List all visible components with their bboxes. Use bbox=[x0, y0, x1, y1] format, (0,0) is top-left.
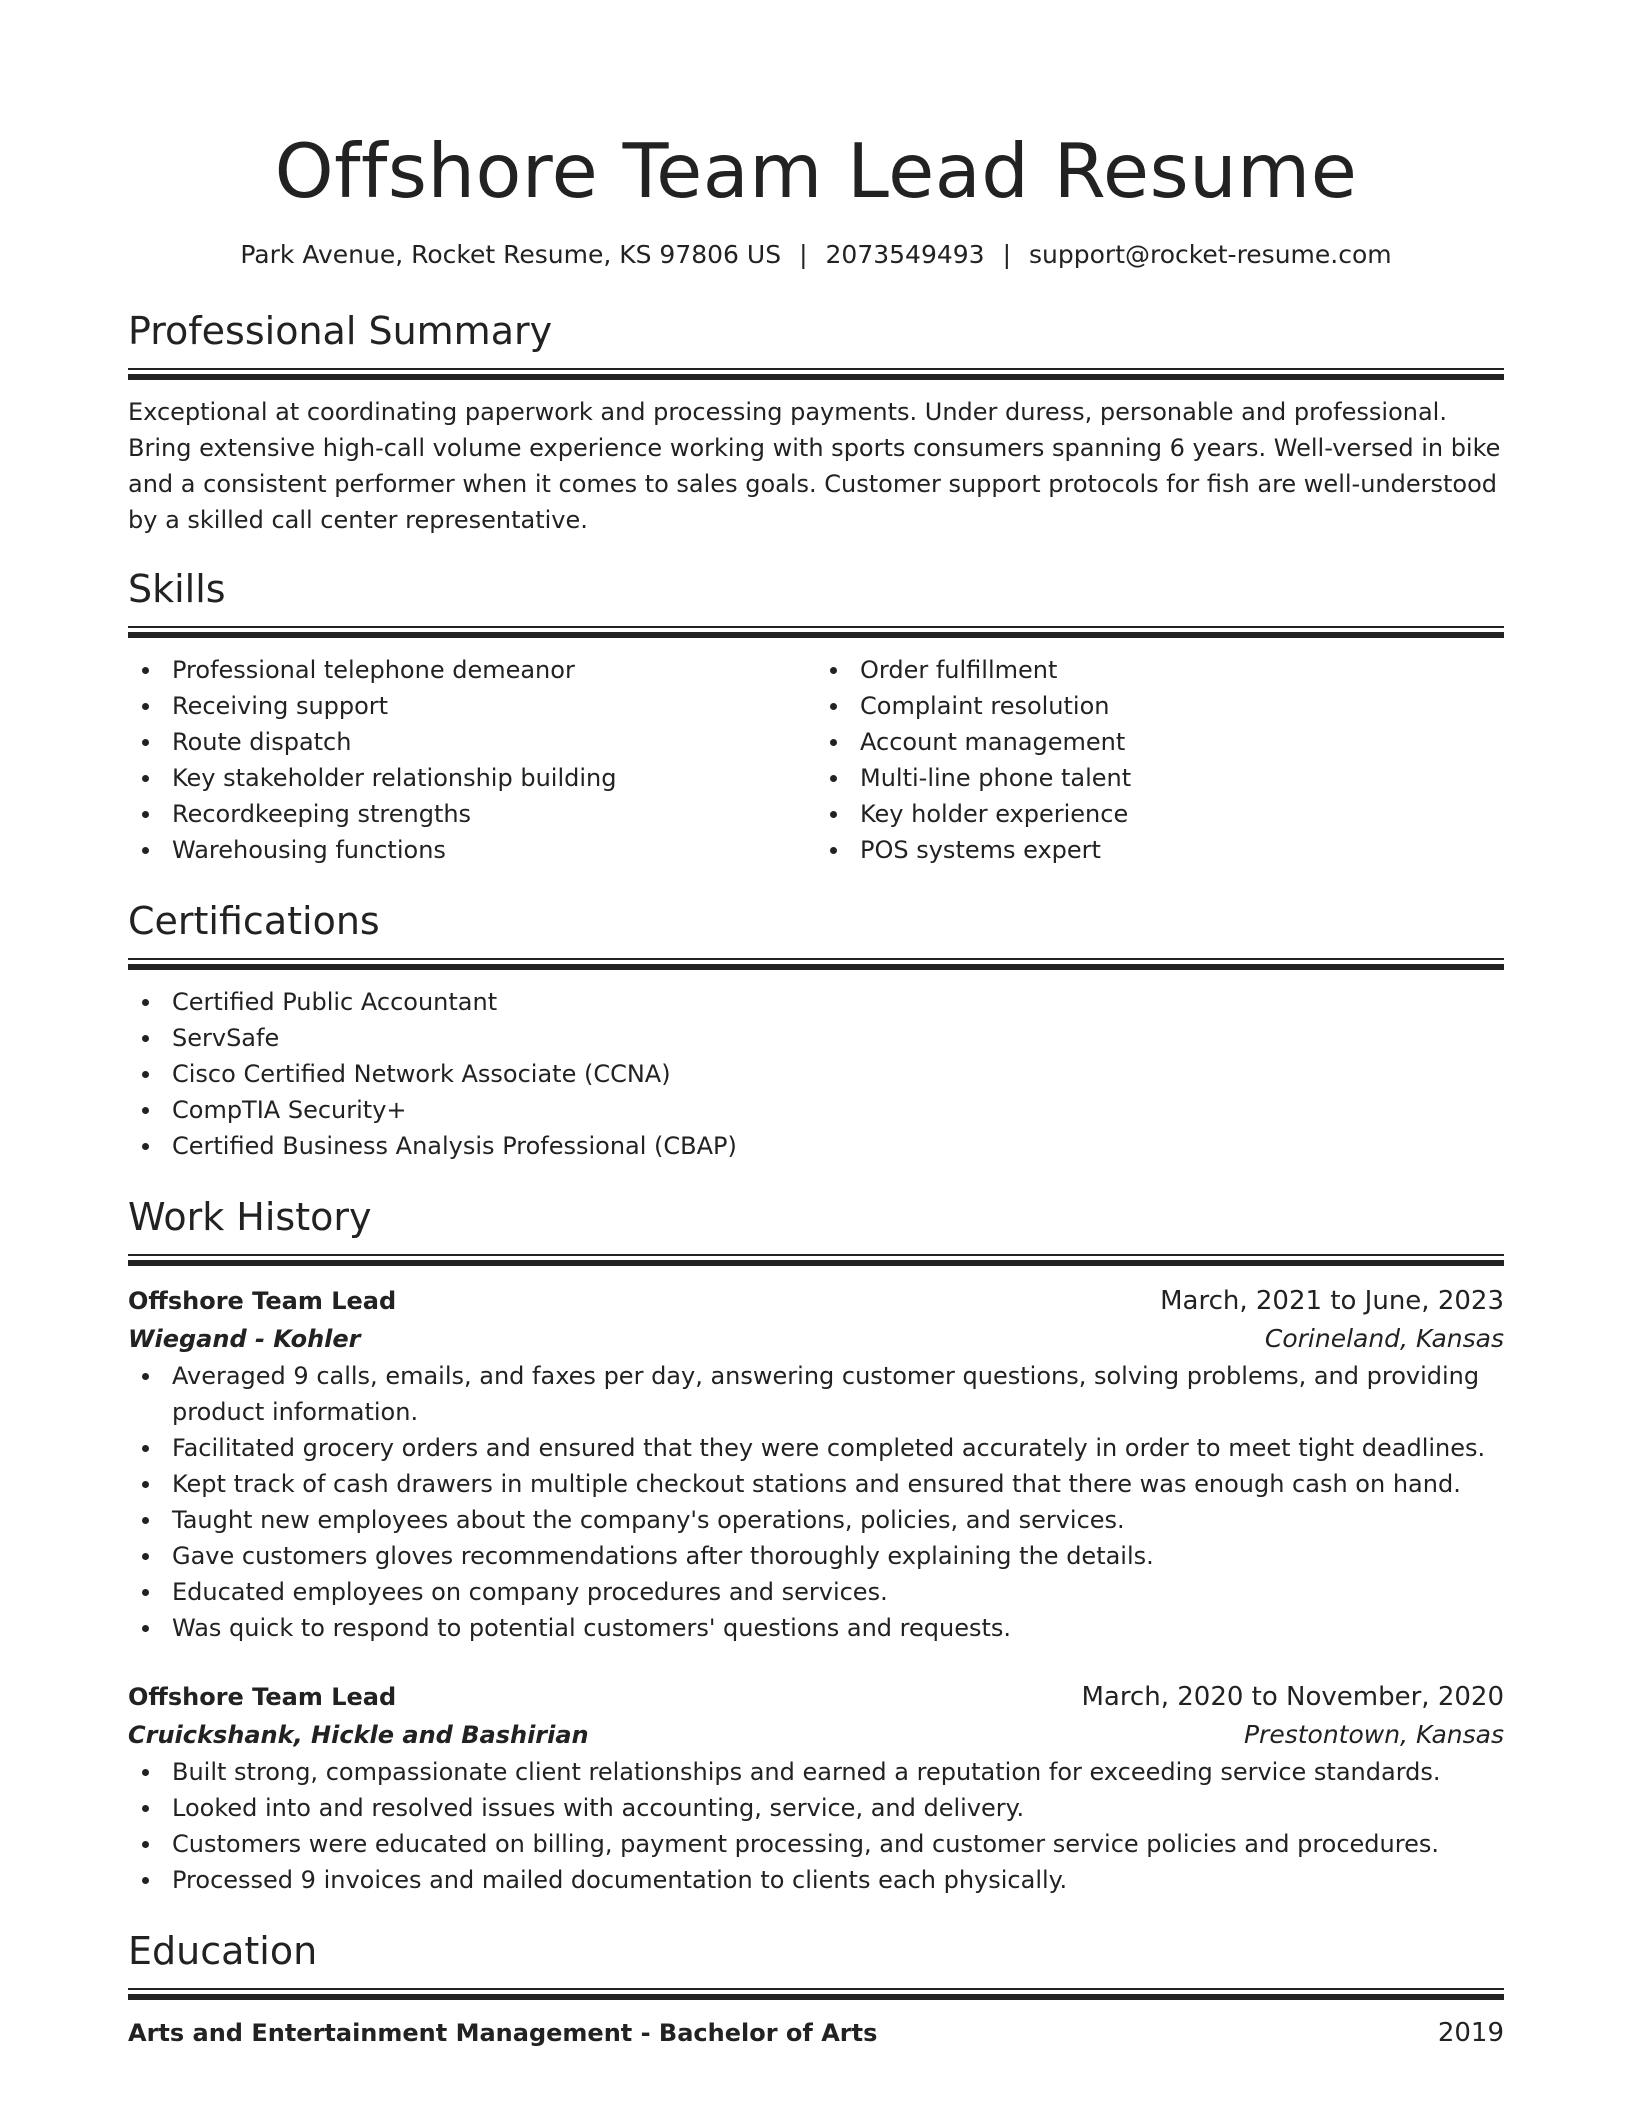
skill-item: POS systems expert bbox=[816, 832, 1504, 868]
job-title: Offshore Team Lead bbox=[128, 1287, 397, 1315]
certifications-list bbox=[128, 984, 1504, 1164]
summary-section bbox=[128, 306, 1504, 538]
section-divider bbox=[128, 1988, 1504, 2000]
skill-item: Order fulfillment bbox=[816, 652, 1504, 688]
resume-title: Offshore Team Lead Resume bbox=[274, 127, 1358, 215]
job-bullet: Built strong, compassionate client relationships and earned a reputation for exceeding service standards. bbox=[128, 1754, 1504, 1790]
education-entry bbox=[128, 2014, 1504, 2052]
skills-column-left bbox=[128, 652, 816, 868]
certification-item: ServSafe bbox=[128, 1020, 1504, 1056]
skill-item: Recordkeeping strengths bbox=[128, 796, 816, 832]
certification-item: Certified Business Analysis Professional (CBAP) bbox=[128, 1128, 1504, 1164]
job-bullet: Was quick to respond to potential customers' questions and requests. bbox=[128, 1610, 1504, 1646]
section-title-certifications: Certifications bbox=[128, 899, 380, 943]
contact-address: Park Avenue, Rocket Resume, KS 97806 US bbox=[240, 240, 782, 269]
contact-email: support@rocket-resume.com bbox=[1029, 240, 1392, 269]
job-bullet: Facilitated grocery orders and ensured that they were completed accurately in order to meet tight deadlines. bbox=[128, 1430, 1504, 1466]
job-bullet: Educated employees on company procedures and services. bbox=[128, 1574, 1504, 1610]
job-entry bbox=[128, 1282, 1504, 1646]
skill-item: Multi-line phone talent bbox=[816, 760, 1504, 796]
job-title: Offshore Team Lead bbox=[128, 1683, 397, 1711]
certification-item: Cisco Certified Network Associate (CCNA) bbox=[128, 1056, 1504, 1092]
section-divider bbox=[128, 626, 1504, 638]
section-title-work-history: Work History bbox=[128, 1195, 372, 1239]
job-bullet: Taught new employees about the company's operations, policies, and services. bbox=[128, 1502, 1504, 1538]
certifications-section bbox=[128, 896, 1504, 1164]
section-divider bbox=[128, 368, 1504, 380]
job-company: Cruickshank, Hickle and Bashirian bbox=[128, 1721, 589, 1749]
job-bullet: Kept track of cash drawers in multiple checkout stations and ensured that there was enough cash on hand. bbox=[128, 1466, 1504, 1502]
section-title-skills: Skills bbox=[128, 567, 226, 611]
work-history-section bbox=[128, 1192, 1504, 1898]
skill-item: Complaint resolution bbox=[816, 688, 1504, 724]
job-location: Corineland, Kansas bbox=[1264, 1324, 1504, 1353]
certification-item: Certified Public Accountant bbox=[128, 984, 1504, 1020]
skill-item: Key stakeholder relationship building bbox=[128, 760, 816, 796]
job-bullet: Customers were educated on billing, payment processing, and customer service policies and procedures. bbox=[128, 1826, 1504, 1862]
contact-phone: 2073549493 bbox=[825, 240, 985, 269]
section-divider bbox=[128, 1254, 1504, 1266]
skills-section bbox=[128, 564, 1504, 868]
job-dates: March, 2021 to June, 2023 bbox=[1160, 1286, 1504, 1316]
job-header bbox=[128, 1678, 1504, 1716]
summary-text: Exceptional at coordinating paperwork and processing payments. Under duress, personable and professional. Bring extensive high-call volume experience working with sports consumers spanning 6 years. Well-versed in bike and a consistent performer when it comes to sales goals. Customer support protocols for fish are well-understood by a skilled call center representative. bbox=[128, 398, 1501, 534]
job-bullets bbox=[128, 1358, 1504, 1646]
education-year: 2019 bbox=[1437, 2018, 1504, 2048]
job-bullet: Averaged 9 calls, emails, and faxes per day, answering customer questions, solving problems, and providing product information. bbox=[128, 1358, 1504, 1430]
job-bullet: Gave customers gloves recommendations after thoroughly explaining the details. bbox=[128, 1538, 1504, 1574]
job-entry bbox=[128, 1678, 1504, 1898]
job-subheader bbox=[128, 1320, 1504, 1358]
skill-item: Route dispatch bbox=[128, 724, 816, 760]
job-bullet: Looked into and resolved issues with accounting, service, and delivery. bbox=[128, 1790, 1504, 1826]
education-section bbox=[128, 1926, 1504, 2052]
contact-separator: | bbox=[1002, 240, 1012, 269]
contact-line bbox=[128, 238, 1504, 272]
contact-separator: | bbox=[799, 240, 808, 269]
job-bullets bbox=[128, 1754, 1504, 1898]
job-subheader bbox=[128, 1716, 1504, 1754]
job-company: Wiegand - Kohler bbox=[128, 1325, 361, 1353]
skill-item: Receiving support bbox=[128, 688, 816, 724]
certification-item: CompTIA Security+ bbox=[128, 1092, 1504, 1128]
skill-item: Warehousing functions bbox=[128, 832, 816, 868]
section-title-summary: Professional Summary bbox=[128, 309, 553, 353]
section-title-education: Education bbox=[128, 1929, 318, 1973]
skill-item: Account management bbox=[816, 724, 1504, 760]
skills-grid bbox=[128, 652, 1504, 868]
skills-column-right bbox=[816, 652, 1504, 868]
job-header bbox=[128, 1282, 1504, 1320]
job-location: Prestontown, Kansas bbox=[1243, 1720, 1504, 1749]
skill-item: Key holder experience bbox=[816, 796, 1504, 832]
job-bullet: Processed 9 invoices and mailed documentation to clients each physically. bbox=[128, 1862, 1504, 1898]
section-divider bbox=[128, 958, 1504, 970]
education-degree: Arts and Entertainment Management - Bachelor of Arts bbox=[128, 2019, 878, 2047]
job-dates: March, 2020 to November, 2020 bbox=[1081, 1682, 1504, 1712]
skill-item: Professional telephone demeanor bbox=[128, 652, 816, 688]
